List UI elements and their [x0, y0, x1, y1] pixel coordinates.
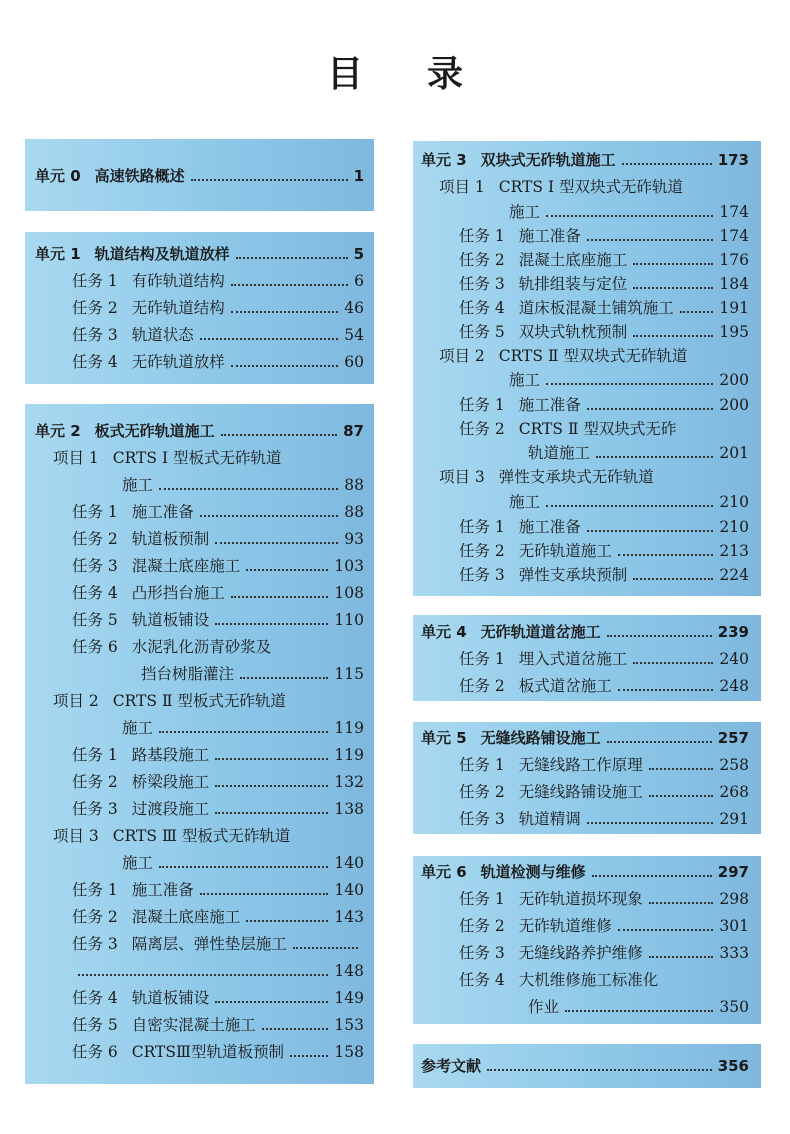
task-label: 任务 1: [459, 890, 505, 908]
page-number: 174: [719, 203, 749, 221]
unit-label: 单元 5: [421, 729, 467, 747]
page-number: 356: [717, 1057, 749, 1075]
dot-leader: [240, 677, 328, 679]
dot-leader: [215, 542, 338, 544]
dot-leader: [649, 902, 714, 904]
task-label: 任务 3: [459, 275, 505, 293]
toc-entry-task-title[interactable]: [459, 967, 749, 993]
toc-entry-task[interactable]: [72, 322, 364, 348]
dot-leader: [215, 758, 328, 760]
dot-leader: [236, 257, 348, 259]
task-title: 大机维修施工标准化: [518, 971, 659, 989]
page-number: 110: [334, 611, 364, 629]
project-label: 项目 2: [439, 347, 485, 365]
page-number: 195: [719, 323, 749, 341]
page-number: 153: [334, 1016, 364, 1034]
toc-entry-project[interactable]: [122, 850, 364, 876]
unit-title: 双块式无砟轨道施工: [480, 151, 616, 169]
project-label: 项目 1: [53, 449, 99, 467]
unit-title: 高速铁路概述: [94, 167, 185, 185]
task-label: 任务 3: [72, 557, 118, 575]
dot-leader: [607, 741, 712, 743]
page-number: 239: [717, 623, 749, 641]
toc-entry-task-title[interactable]: [72, 634, 364, 660]
dot-leader: [618, 929, 714, 931]
toc-entry-task[interactable]: [459, 538, 749, 564]
task-title: 施工准备: [131, 881, 194, 899]
page-number: 173: [717, 151, 749, 169]
dot-leader: [546, 383, 713, 385]
task-title: 路基段施工: [131, 746, 210, 764]
dot-leader: [587, 822, 714, 824]
page-number: 54: [344, 326, 364, 344]
task-title: 无砟轨道结构: [131, 299, 225, 317]
toc-entry-task[interactable]: [459, 806, 749, 832]
dot-leader: [618, 689, 714, 691]
toc-entry-task[interactable]: [72, 904, 364, 930]
dot-leader: [246, 569, 328, 571]
dot-leader: [293, 947, 358, 949]
task-label: 任务 1: [72, 881, 118, 899]
task-label: 任务 5: [459, 323, 505, 341]
page-number: 301: [719, 917, 749, 935]
page-number: 119: [334, 746, 364, 764]
toc-entry-task[interactable]: [459, 271, 749, 297]
toc-entry-task[interactable]: [459, 752, 749, 778]
page-number: 201: [719, 444, 749, 462]
task-title: 混凝土底座施工: [131, 557, 241, 575]
dot-leader: [159, 731, 328, 733]
unit-title: 板式无砟轨道施工: [94, 422, 215, 440]
task-label: 任务 2: [72, 299, 118, 317]
unit-label: 单元 4: [421, 623, 467, 641]
dot-leader: [191, 179, 348, 181]
task-label: 任务 2: [459, 251, 505, 269]
toc-entry-task[interactable]: [72, 1012, 364, 1038]
unit-label: 单元 2: [35, 422, 81, 440]
unit-title: 轨道检测与维修: [480, 863, 586, 881]
toc-entry-project[interactable]: [122, 472, 364, 498]
task-title: 凸形挡台施工: [131, 584, 225, 602]
unit-label: 单元 1: [35, 245, 81, 263]
project-title-cont: 施工: [122, 719, 154, 737]
unit-6-box: [413, 856, 761, 1024]
task-label: 任务 2: [459, 783, 505, 801]
toc-entry-project-title[interactable]: [53, 823, 364, 849]
task-label: 任务 3: [459, 566, 505, 584]
page-number: 108: [334, 584, 364, 602]
task-label: 任务 1: [72, 746, 118, 764]
page-number: 46: [344, 299, 364, 317]
dot-leader: [649, 795, 714, 797]
dot-leader: [587, 408, 714, 410]
dot-leader: [231, 596, 329, 598]
dot-leader: [633, 335, 713, 337]
page-number: 5: [353, 245, 364, 263]
page-number: 240: [719, 650, 749, 668]
task-title: CRTS Ⅱ 型双块式无砟: [518, 420, 677, 438]
task-title: 板式道岔施工: [518, 677, 612, 695]
task-label: 任务 2: [459, 677, 505, 695]
dot-leader: [607, 635, 712, 637]
dot-leader: [618, 554, 714, 556]
task-label: 任务 2: [459, 917, 505, 935]
dot-leader: [159, 866, 328, 868]
task-title: 桥梁段施工: [131, 773, 210, 791]
task-label: 任务 4: [459, 971, 505, 989]
dot-leader: [592, 875, 712, 877]
task-title: 隔离层、弹性垫层施工: [131, 935, 287, 953]
toc-entry-project-title[interactable]: [53, 445, 364, 471]
page-number: 258: [719, 756, 749, 774]
project-label: 项目 3: [439, 468, 485, 486]
toc-entry-task[interactable]: [72, 796, 364, 822]
task-title: 道床板混凝土铺筑施工: [518, 299, 674, 317]
references-title: 参考文献: [421, 1057, 482, 1075]
toc-entry-task[interactable]: [72, 295, 364, 321]
task-title: 有砟轨道结构: [131, 272, 225, 290]
project-title: CRTS Ⅰ 型双块式无砟轨道: [498, 178, 683, 196]
references-box: [413, 1044, 761, 1088]
toc-entry-unit-5[interactable]: [421, 725, 749, 751]
toc-entry-task[interactable]: [459, 673, 749, 699]
dot-leader: [622, 163, 712, 165]
toc-entry-task[interactable]: [459, 514, 749, 540]
task-label: 任务 3: [72, 326, 118, 344]
dot-leader: [231, 284, 348, 286]
project-title: CRTS Ⅲ 型板式无砟轨道: [112, 827, 291, 845]
toc-entry-task[interactable]: [459, 646, 749, 672]
task-label: 任务 4: [72, 584, 118, 602]
toc-entry-task[interactable]: [528, 440, 749, 466]
unit-title: 无缝线路铺设施工: [480, 729, 601, 747]
project-title-cont: 施工: [509, 493, 541, 511]
page-number: 132: [334, 773, 364, 791]
toc-entry-task[interactable]: [459, 886, 749, 912]
task-title: 施工准备: [518, 518, 581, 536]
dot-leader: [290, 1055, 328, 1057]
task-label: 任务 1: [72, 272, 118, 290]
task-label: 任务 5: [72, 611, 118, 629]
project-title: CRTS Ⅱ 型板式无砟轨道: [112, 692, 286, 710]
title-char-2: 录: [427, 54, 464, 95]
toc-entry-project[interactable]: [122, 715, 364, 741]
task-label: 任务 3: [72, 800, 118, 818]
toc-entry-unit-0[interactable]: [35, 163, 364, 189]
toc-entry-task[interactable]: [459, 392, 749, 418]
task-title: 过渡段施工: [131, 800, 210, 818]
task-title: 轨道状态: [131, 326, 194, 344]
page-number: 210: [719, 518, 749, 536]
dot-leader: [215, 812, 328, 814]
toc-entry-task[interactable]: [72, 769, 364, 795]
page-number: 87: [343, 422, 364, 440]
task-title: 无缝线路养护维修: [518, 944, 643, 962]
dot-leader: [221, 434, 337, 436]
task-label: 任务 2: [72, 908, 118, 926]
page-number: 298: [719, 890, 749, 908]
toc-entry-project[interactable]: [509, 199, 749, 225]
toc-entry-task[interactable]: [459, 223, 749, 249]
task-label: 任务 1: [459, 518, 505, 536]
task-title: 施工准备: [518, 396, 581, 414]
task-title: 无砟轨道施工: [518, 542, 612, 560]
toc-entry-task[interactable]: [72, 985, 364, 1011]
task-title: 施工准备: [131, 503, 194, 521]
unit-1-box: [25, 232, 374, 384]
task-title: 无砟轨道损坏现象: [518, 890, 643, 908]
task-title: 无砟轨道放样: [131, 353, 225, 371]
page-number: 174: [719, 227, 749, 245]
task-label: 任务 2: [72, 530, 118, 548]
unit-2-box: [25, 404, 374, 1084]
task-label: 任务 1: [459, 227, 505, 245]
toc-entry-task[interactable]: [72, 580, 364, 606]
toc-entry-task[interactable]: [459, 295, 749, 321]
task-label: 任务 1: [459, 396, 505, 414]
unit-0-box: [25, 139, 374, 211]
task-title-cont: 轨道施工: [528, 444, 591, 462]
toc-entry-task[interactable]: [459, 319, 749, 345]
unit-4-box: [413, 615, 761, 701]
project-label: 项目 3: [53, 827, 99, 845]
task-title-cont: 挡台树脂灌注: [141, 665, 235, 683]
task-title: 轨道精调: [518, 810, 581, 828]
dot-leader: [680, 311, 714, 313]
dot-leader: [633, 263, 713, 265]
page-number: 103: [334, 557, 364, 575]
toc-entry-project[interactable]: [509, 489, 749, 515]
toc-entry-task-title[interactable]: [459, 416, 749, 442]
unit-label: 单元 0: [35, 167, 81, 185]
page-number: 257: [717, 729, 749, 747]
dot-leader: [546, 215, 713, 217]
task-label: 任务 5: [72, 1016, 118, 1034]
dot-leader: [633, 287, 713, 289]
toc-entry-task[interactable]: [459, 562, 749, 588]
toc-entry-task[interactable]: [459, 913, 749, 939]
task-label: 任务 1: [459, 756, 505, 774]
project-title-cont: 施工: [122, 854, 154, 872]
toc-entry-task[interactable]: [72, 958, 364, 984]
task-label: 任务 4: [459, 299, 505, 317]
toc-entry-task[interactable]: [72, 499, 364, 525]
project-title: 弹性支承块式无砟轨道: [498, 468, 654, 486]
toc-entry-task[interactable]: [72, 526, 364, 552]
toc-entry-project-title[interactable]: [439, 343, 749, 369]
dot-leader: [487, 1069, 712, 1071]
dot-leader: [633, 578, 713, 580]
task-title: 弹性支承块预制: [518, 566, 628, 584]
page-number: 138: [334, 800, 364, 818]
dot-leader: [215, 1001, 328, 1003]
task-title: 自密实混凝土施工: [131, 1016, 256, 1034]
dot-leader: [587, 239, 714, 241]
task-title: 施工准备: [518, 227, 581, 245]
task-title: 无缝线路工作原理: [518, 756, 643, 774]
unit-title: 无砟轨道道岔施工: [480, 623, 601, 641]
toc-entry-unit-3[interactable]: [421, 147, 749, 173]
toc-entry-task[interactable]: [72, 742, 364, 768]
page-number: 149: [334, 989, 364, 1007]
page-number: 176: [719, 251, 749, 269]
task-title: 混凝土底座施工: [131, 908, 241, 926]
page-number: 60: [344, 353, 364, 371]
unit-label: 单元 6: [421, 863, 467, 881]
dot-leader: [596, 456, 713, 458]
task-title: 轨排组装与定位: [518, 275, 628, 293]
unit-3-box: [413, 141, 761, 596]
task-label: 任务 1: [72, 503, 118, 521]
task-title: 双块式轨枕预制: [518, 323, 628, 341]
task-label: 任务 3: [72, 935, 118, 953]
dot-leader: [546, 505, 713, 507]
task-title: 混凝土底座施工: [518, 251, 628, 269]
task-label: 任务 6: [72, 1043, 118, 1061]
page-number: 88: [344, 476, 364, 494]
task-title: 埋入式道岔施工: [518, 650, 628, 668]
toc-entry-task[interactable]: [72, 607, 364, 633]
page-number: 213: [719, 542, 749, 560]
project-title: CRTS Ⅰ 型板式无砟轨道: [112, 449, 282, 467]
toc-entry-task[interactable]: [72, 877, 364, 903]
task-label: 任务 3: [459, 810, 505, 828]
task-label: 任务 4: [72, 989, 118, 1007]
task-label: 任务 1: [459, 650, 505, 668]
toc-entry-task[interactable]: [528, 994, 749, 1020]
task-title-cont: 作业: [528, 998, 560, 1016]
toc-entry-unit-1[interactable]: [35, 241, 364, 267]
toc-entry-project-title[interactable]: [439, 174, 749, 200]
page-number: 119: [334, 719, 364, 737]
title-char-1: 目: [326, 54, 363, 95]
dot-leader: [215, 785, 328, 787]
dot-leader: [565, 1010, 713, 1012]
page-number: 248: [719, 677, 749, 695]
toc-entry-task[interactable]: [141, 661, 364, 687]
task-label: 任务 3: [459, 944, 505, 962]
toc-entry-task[interactable]: [459, 940, 749, 966]
toc-entry-task-title[interactable]: [72, 931, 364, 957]
page-number: 210: [719, 493, 749, 511]
page-number: 291: [719, 810, 749, 828]
task-label: 任务 4: [72, 353, 118, 371]
toc-entry-references[interactable]: [421, 1053, 749, 1079]
page-number: 224: [719, 566, 749, 584]
dot-leader: [200, 893, 329, 895]
page-number: 200: [719, 396, 749, 414]
project-title-cont: 施工: [509, 371, 541, 389]
dot-leader: [231, 365, 338, 367]
dot-leader: [200, 515, 338, 517]
project-label: 项目 1: [439, 178, 485, 196]
toc-entry-project[interactable]: [509, 367, 749, 393]
dot-leader: [587, 530, 714, 532]
page-title: [0, 46, 790, 97]
page-number: 350: [719, 998, 749, 1016]
project-title-cont: 施工: [122, 476, 154, 494]
dot-leader: [633, 662, 713, 664]
dot-leader: [649, 768, 714, 770]
page-number: 191: [719, 299, 749, 317]
page-number: 268: [719, 783, 749, 801]
toc-entry-task[interactable]: [459, 247, 749, 273]
dot-leader: [159, 488, 338, 490]
project-title: CRTS Ⅱ 型双块式无砟轨道: [498, 347, 688, 365]
toc-entry-task[interactable]: [72, 553, 364, 579]
dot-leader: [246, 920, 328, 922]
unit-5-box: [413, 722, 761, 834]
page-number: 88: [344, 503, 364, 521]
toc-entry-task[interactable]: [459, 779, 749, 805]
task-title: 轨道板铺设: [131, 611, 210, 629]
dot-leader: [231, 311, 338, 313]
page-number: 93: [344, 530, 364, 548]
project-title-cont: 施工: [509, 203, 541, 221]
page-number: 140: [334, 854, 364, 872]
page-number: 200: [719, 371, 749, 389]
page-number: 148: [334, 962, 364, 980]
task-title: 轨道板预制: [131, 530, 210, 548]
task-label: 任务 2: [72, 773, 118, 791]
page-number: 184: [719, 275, 749, 293]
page-number: 140: [334, 881, 364, 899]
page-number: 1: [353, 167, 364, 185]
page-number: 297: [717, 863, 749, 881]
task-title: 水泥乳化沥青砂浆及: [131, 638, 272, 656]
toc-entry-task[interactable]: [72, 268, 364, 294]
task-title: 无砟轨道维修: [518, 917, 612, 935]
toc-entry-project-title[interactable]: [439, 464, 749, 490]
page-number: 333: [719, 944, 749, 962]
unit-title: 轨道结构及轨道放样: [94, 245, 230, 263]
toc-entry-unit-4[interactable]: [421, 619, 749, 645]
task-label: 任务 6: [72, 638, 118, 656]
dot-leader: [262, 1028, 329, 1030]
toc-entry-task[interactable]: [72, 349, 364, 375]
unit-label: 单元 3: [421, 151, 467, 169]
task-title: 轨道板铺设: [131, 989, 210, 1007]
dot-leader: [649, 956, 714, 958]
task-title: 无缝线路铺设施工: [518, 783, 643, 801]
dot-leader: [215, 623, 328, 625]
page-number: 115: [334, 665, 364, 683]
page-number: 6: [354, 272, 364, 290]
toc-entry-project-title[interactable]: [53, 688, 364, 714]
task-label: 任务 2: [459, 420, 505, 438]
toc-entry-task[interactable]: [72, 1039, 364, 1065]
task-label: 任务 2: [459, 542, 505, 560]
toc-entry-unit-2[interactable]: [35, 418, 364, 444]
task-title: CRTSⅢ型轨道板预制: [131, 1043, 284, 1061]
dot-leader: [200, 338, 338, 340]
toc-entry-unit-6[interactable]: [421, 859, 749, 885]
dot-leader: [78, 974, 328, 976]
project-label: 项目 2: [53, 692, 99, 710]
page-number: 143: [334, 908, 364, 926]
page-number: 158: [334, 1043, 364, 1061]
